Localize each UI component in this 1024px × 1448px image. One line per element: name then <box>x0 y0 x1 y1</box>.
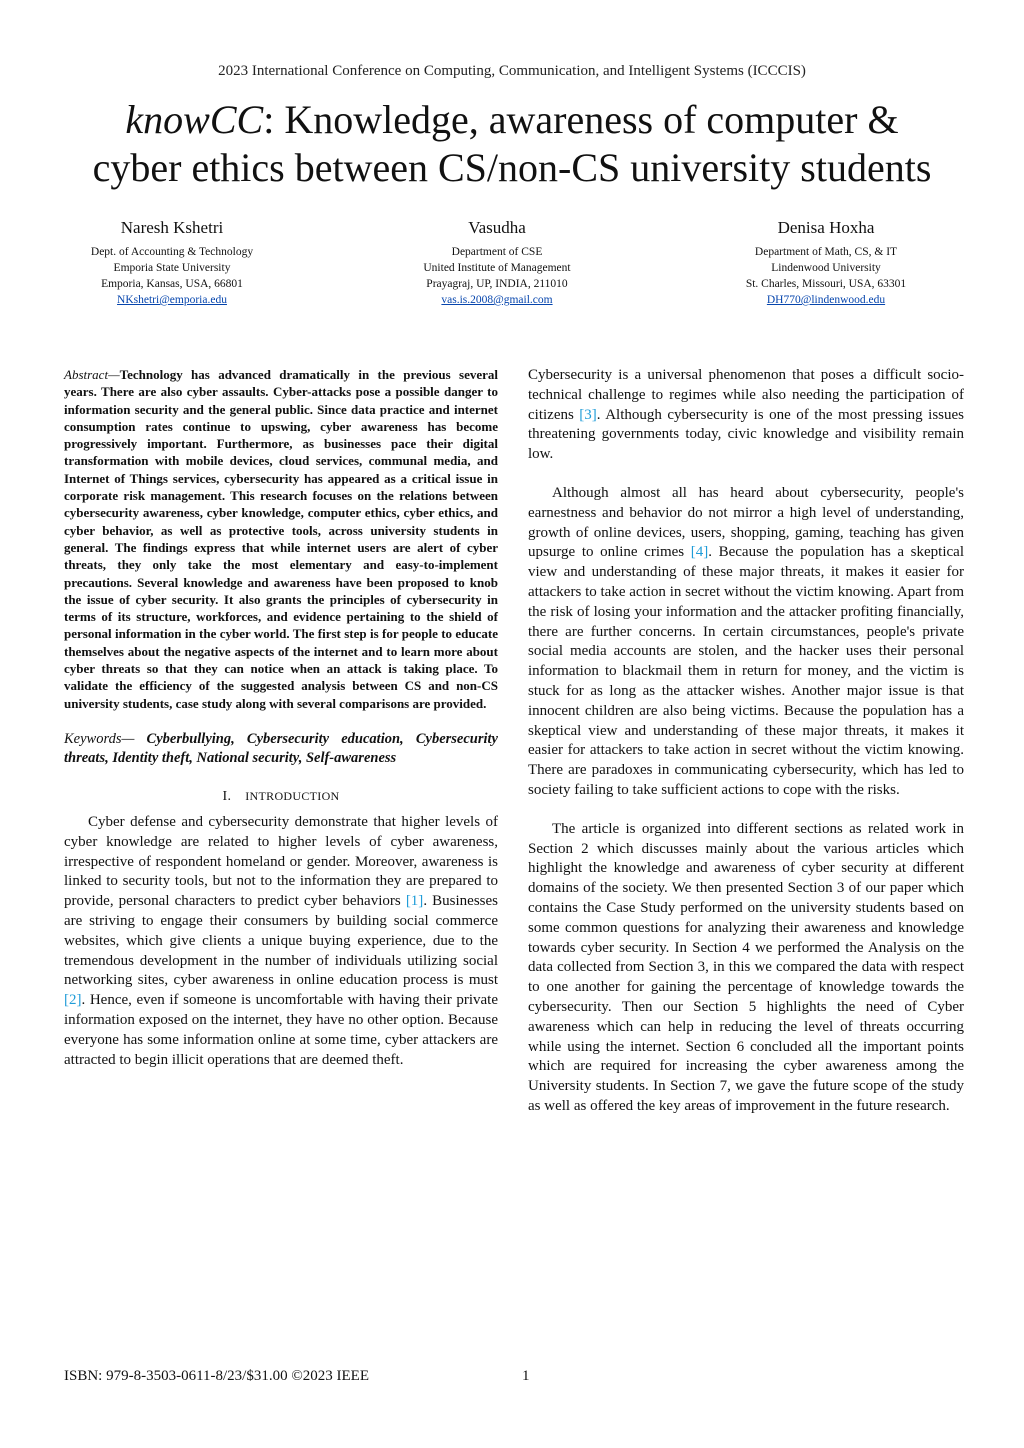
author-block-2 <box>390 216 604 308</box>
right-column <box>528 366 964 1117</box>
body-paragraph: The article is organized into different sections as related work in Section 2 which discusses mainly about the various articles which highlight the knowledge and awareness of cyber security at different domains of the society. We then presented Section 3 of our paper which contains the Case Study performed on the university students based on some common questions for analyzing their awareness and knowledge towards cyber security. In Section 4 we performed the Analysis on the data collected from Section 3, in this we compared the data with respect to one another for gaining the percentage of knowledge towards the cybersecurity. Then our Section 5 highlights the need of Cyber awareness which can help in reducing the level of threats occurring while using the internet. Section 6 concluded all the important points which are required for increasing the cyber awareness among the University students. In Section 7, we gave the future scope of the study as well as offered the key areas of improvement in the future research. <box>528 820 964 1114</box>
author-dept: Department of Math, CS, & IT <box>754 246 898 258</box>
citation-link[interactable]: [1] <box>405 893 424 910</box>
body-paragraph: Although almost all has heard about cybersecurity, people's earnestness and behavior do not mirror a high level of understanding, growth of online devices, users, shopping, gaming, teaching has given upsurge to online crimes [4]. Because the population has a skeptical view and understanding of these major threats, it makes it easier for attackers to take action in secret without the victim knowing. Apart from the risk of losing your information and the attacker profiting financially, there are further concerns. In certain circumstances, people's private social media accounts are stolen, and the hacker uses their personal information to blackmail them in return for money, and the victim is stuck for as long as the attacker wishes. Another major issue is that innocent children are also being victims. Because the population has a skeptical view and understanding of these major threats, it makes it easier for attackers to take action in secret without the victim knowing. There are paradoxes in communicating cybersecurity, which has led to society failing to take sufficient actions to cope with the risks. <box>528 484 964 798</box>
author-name: Naresh Kshetri <box>120 218 224 237</box>
paper-title <box>40 96 984 192</box>
keywords <box>64 730 498 769</box>
abstract-label: Abstract <box>64 367 109 382</box>
author-name: Denisa Hoxha <box>777 218 875 237</box>
author-block-1 <box>60 216 284 308</box>
citation-link[interactable]: [3] <box>579 406 597 423</box>
section-title: INTRODUCTION <box>245 788 340 803</box>
citation-link[interactable]: [4] <box>690 544 709 561</box>
left-column <box>64 366 498 1070</box>
author-email-link[interactable]: vas.is.2008@gmail.com <box>441 294 553 306</box>
title-italic: knowCC <box>125 97 264 142</box>
title-line2: cyber ethics between CS/non-CS university students <box>92 145 932 190</box>
title-line1-rest: : Knowledge, awareness of computer & <box>263 97 899 142</box>
footer-isbn: ISBN: 979-8-3503-0611-8/23/$31.00 ©2023 IEEE <box>64 1368 369 1384</box>
author-institution: Lindenwood University <box>771 262 881 274</box>
intro-paragraph: Cyber defense and cybersecurity demonstrate that higher levels of cyber knowledge are related to higher levels of cyber awareness, irrespective of respondent homeland or gender. Moreover, awareness is linked to security tools, but not to the information they are prepared to provide, personal characters to predict cyber behaviors [1]. Businesses are striving to engage their consumers by building social commerce websites, which give clients a unique buying experience, due to the tremendous development in the number of individuals utilizing social networking sites, cyber awareness in online education process is must [2]. Hence, even if someone is uncomfortable with having their private information exposed on the internet, they have no other option. Because everyone has some information online at some time, cyber attackers are attracted to begin illicit operations that are deemed theft. <box>64 813 498 1068</box>
author-block-3 <box>712 216 940 308</box>
conference-header: 2023 International Conference on Computing, Communication, and Intelligent Systems (ICCCIS) <box>218 63 806 79</box>
body-paragraph: Cybersecurity is a universal phenomenon that poses a difficult socio-technical challenge to regimes while also needing the participation of citizens [3]. Although cybersecurity is one of the most pressing issues threatening governments today, civic knowledge and visibility remain low. <box>528 367 964 463</box>
author-dept: Department of CSE <box>451 246 543 258</box>
author-email-link[interactable]: DH770@lindenwood.edu <box>766 294 886 306</box>
keywords-label: Keywords— <box>64 730 135 747</box>
author-location: St. Charles, Missouri, USA, 63301 <box>745 278 907 290</box>
author-institution: United Institute of Management <box>423 262 571 274</box>
citation-link[interactable]: [2] <box>64 992 82 1009</box>
author-email-link[interactable]: NKshetri@emporia.edu <box>117 294 227 306</box>
author-location: Prayagraj, UP, INDIA, 211010 <box>426 278 568 290</box>
keywords-text: Cyberbullying, Cybersecurity education, Cybersecurity threats, Identity theft, National security, Self-awareness <box>64 730 498 767</box>
abstract-text: Technology has advanced dramatically in the previous several years. There are also cyber assaults. Cyber-attacks pose a possible danger to information security and the general public. Since data practice and internet consumption rates continue to upswing, cyber awareness has become progressively important. Furthermore, as businesses pace their digital transformation with mobile devices, cloud services, communal media, and Internet of Things services, cybersecurity has appeared as a critical issue in corporate risk management. This research focuses on the relations between cybersecurity awareness, cyber knowledge, computer ethics, cyber ethics, and cyber behavior, as well as protective tools, across university students in general. The findings express that while internet users are alert of cyber threats, they only take the most elementary and easy-to-implement precautions. Several knowledge and awareness have been proposed to knob the issue of cyber security. It also grants the principles of cybersecurity in terms of its structure, workforces, and evidence pertaining to the shield of personal information in the cyber world. The first step is for people to educate themselves about the negative aspects of the internet and to learn more about cyber threats so that they can notice when an attack is taking place. To validate the efficiency of the suggested analysis between CS and non-CS university students, case study along with several comparisons are provided. <box>64 367 498 711</box>
page-number: 1 <box>522 1368 530 1384</box>
author-name: Vasudha <box>468 218 526 237</box>
section-heading-introduction <box>64 789 498 805</box>
author-location: Emporia, Kansas, USA, 66801 <box>101 278 243 290</box>
author-dept: Dept. of Accounting & Technology <box>90 246 254 258</box>
section-number: I. <box>222 788 232 804</box>
author-institution: Emporia State University <box>113 262 231 274</box>
abstract-dash: — <box>108 367 120 382</box>
abstract <box>64 366 498 712</box>
